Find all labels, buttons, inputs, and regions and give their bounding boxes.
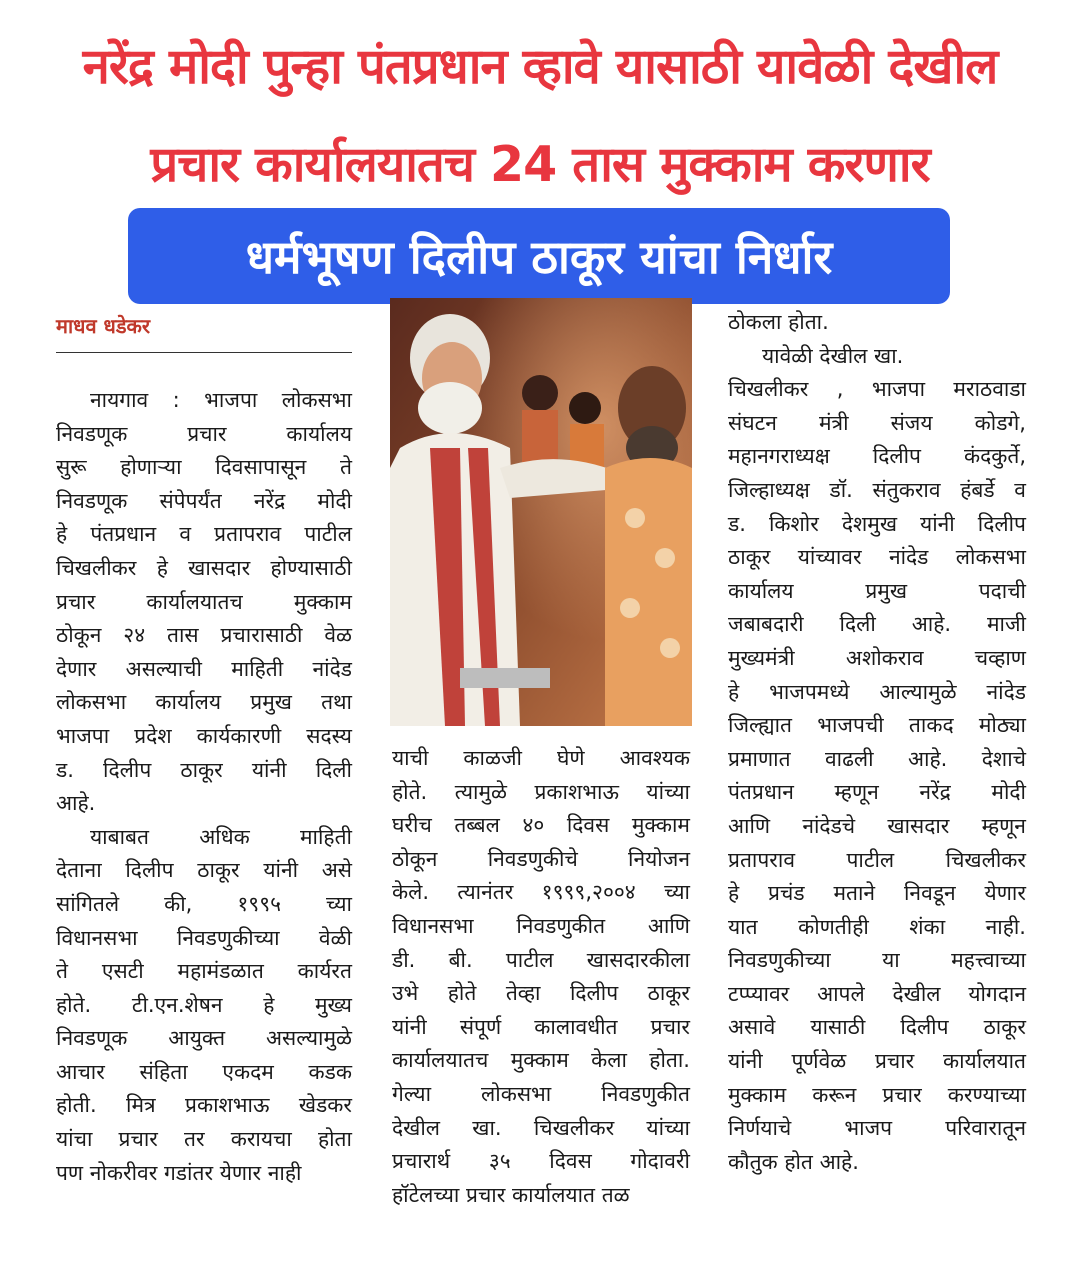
news-photo — [390, 298, 692, 726]
article-line: घरीच तब्बल ४० दिवस मुक्काम — [392, 813, 690, 838]
article-line: ड. दिलीप ठाकूर यांनी दिली — [56, 757, 352, 782]
article-line: नायगाव : भाजपा लोकसभा — [90, 388, 352, 412]
headline-line-2: प्रचार कार्यालयातच 24 तास मुक्काम करणार — [150, 136, 930, 193]
article-line: पंतप्रधान म्हणून नरेंद्र मोदी — [728, 780, 1026, 805]
article-line: जबाबदारी दिली आहे. माजी — [728, 612, 1026, 637]
article-line: जिल्हाध्यक्ष डॉ. संतुकराव हंबर्डे व — [728, 477, 1026, 502]
article-line: विधानसभा निवडणुकीच्या वेळी — [56, 925, 352, 950]
article-line: असावे यासाठी दिलीप ठाकूर — [728, 1015, 1026, 1040]
article-line: मुक्काम करून प्रचार करण्याच्या — [728, 1082, 1026, 1107]
headline-line-1: नरेंद्र मोदी पुन्हा पंतप्रधान व्हावे यासाठी यावेळी देखील — [82, 38, 998, 95]
article-line: निर्णयाचे भाजप परिवारातून — [728, 1116, 1026, 1141]
article-line: कार्यालय प्रमुख पदाची — [728, 578, 1026, 603]
article-line: होते. त्यामुळे प्रकाशभाऊ यांच्या — [392, 779, 690, 804]
article-line: सुरू होणाऱ्या दिवसापासून ते — [56, 455, 352, 480]
article-line: हॉटेलच्या प्रचार कार्यालयात तळ — [392, 1182, 630, 1207]
article-line: यात कोणतीही शंका नाही. — [728, 914, 1026, 939]
article-line: निवडणूक प्रचार कार्यालय — [56, 421, 352, 446]
article-line: निवडणूक संपेपर्यंत नरेंद्र मोदी — [56, 488, 352, 513]
byline: माधव धडेकर — [56, 314, 151, 338]
article-line: चिखलीकर , भाजपा मराठवाडा — [728, 377, 1026, 402]
article-line: ड. किशोर देशमुख यांनी दिलीप — [728, 511, 1026, 536]
article-line: संघटन मंत्री संजय कोडगे, — [728, 410, 1026, 435]
article-line: पण नोकरीवर गडांतर येणार नाही — [56, 1160, 302, 1185]
article-line: आचार संहिता एकदम कडक — [56, 1059, 352, 1084]
article-line: आणि नांदेडचे खासदार म्हणून — [728, 813, 1026, 838]
article-line: महानगराध्यक्ष दिलीप कंदकुर्ते, — [728, 444, 1026, 469]
article-line: देणार असल्याची माहिती नांदेड — [56, 656, 352, 681]
article-line: कौतुक होत आहे. — [728, 1149, 859, 1174]
article-line: हे प्रचंड मताने निवडून येणार — [728, 881, 1026, 906]
article-line: ठोकला होता. — [728, 310, 829, 334]
article-line: ठोकून निवडणुकीचे नियोजन — [392, 846, 690, 871]
article-line: भाजपा प्रदेश कार्यकारणी सदस्य — [56, 723, 352, 748]
article-line: आहे. — [56, 791, 96, 816]
article-line: मुख्यमंत्री अशोकराव चव्हाण — [728, 645, 1026, 670]
article-line: हे पंतप्रधान व प्रतापराव पाटील — [56, 522, 352, 547]
subheading-banner — [128, 208, 950, 304]
article-line: विधानसभा निवडणुकीत आणि — [392, 913, 690, 938]
article-line: गेल्या लोकसभा निवडणुकीत — [392, 1081, 690, 1106]
article-line: टप्प्यावर आपले देखील योगदान — [728, 981, 1026, 1006]
article-line: लोकसभा कार्यालय प्रमुख तथा — [56, 690, 352, 715]
article-line: प्रचार कार्यालयातच मुक्काम — [56, 589, 352, 614]
article-line: कार्यालयातच मुक्काम केला होता. — [392, 1048, 690, 1073]
article-line: प्रमाणात वाढली आहे. देशाचे — [728, 746, 1026, 771]
byline-divider — [56, 352, 352, 353]
article-line: यांनी पूर्णवेळ प्रचार कार्यालयात — [728, 1049, 1026, 1074]
article-line: निवडणुकीच्या या महत्त्वाच्या — [728, 948, 1026, 973]
article-line: देताना दिलीप ठाकूर यांनी असे — [56, 858, 352, 883]
article-line: उभे होते तेव्हा दिलीप ठाकूर — [392, 981, 690, 1006]
article-line: डी. बी. पाटील खासदारकीला — [392, 947, 690, 972]
article-line: यांनी संपूर्ण कालावधीत प्रचार — [392, 1014, 690, 1039]
article-line: हे भाजपमध्ये आल्यामुळे नांदेड — [728, 679, 1026, 704]
article-line: याची काळजी घेणे आवश्यक — [392, 746, 690, 770]
article-line: होती. मित्र प्रकाशभाऊ खेडकर — [56, 1093, 352, 1118]
article-line: देखील खा. चिखलीकर यांच्या — [392, 1115, 690, 1140]
article-line: ते एसटी महामंडळात कार्यरत — [56, 959, 352, 984]
article-column-2 — [392, 742, 690, 1212]
article-line: ठोकून २४ तास प्रचारासाठी वेळ — [56, 623, 352, 648]
article-line: होते. टी.एन.शेषन हे मुख्य — [56, 992, 352, 1017]
article-line: चिखलीकर हे खासदार होण्यासाठी — [56, 555, 352, 580]
article-column-1 — [56, 384, 352, 1190]
article-line: सांगितले की, १९९५ च्या — [56, 891, 352, 916]
article-line: यांचा प्रचार तर करायचा होता — [56, 1127, 352, 1152]
article-column-3 — [728, 306, 1026, 1179]
article-line: प्रचारार्थ ३५ दिवस गोदावरी — [392, 1149, 690, 1174]
subheading-text: धर्मभूषण दिलीप ठाकूर यांचा निर्धार — [245, 230, 833, 284]
article-line: प्रतापराव पाटील चिखलीकर — [728, 847, 1026, 872]
article-line: यावेळी देखील खा. — [762, 343, 904, 368]
article-line: जिल्ह्यात भाजपची ताकद मोठ्या — [728, 713, 1026, 738]
article-line: निवडणूक आयुक्त असल्यामुळे — [56, 1026, 352, 1051]
article-line: केले. त्यानंतर १९९९,२००४ च्या — [392, 880, 690, 905]
article-line: ठाकूर यांच्यावर नांदेड लोकसभा — [728, 545, 1026, 570]
article-line: याबाबत अधिक माहिती — [90, 824, 352, 849]
